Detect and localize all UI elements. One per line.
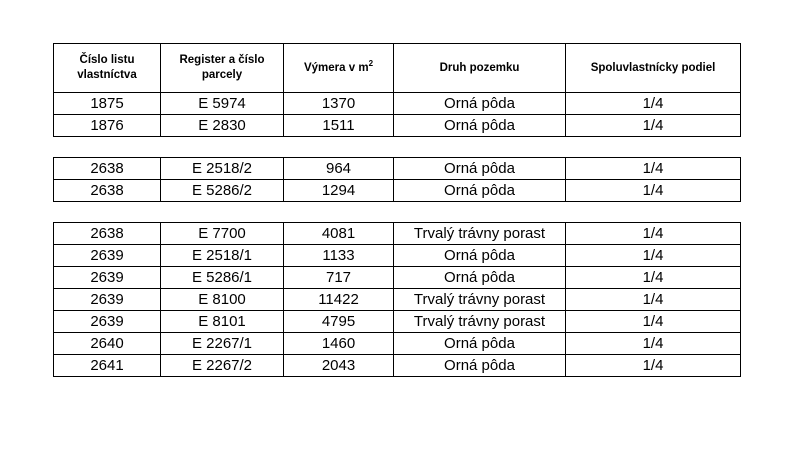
cell-share: 1/4 (566, 180, 741, 202)
cell-land-type: Orná pôda (394, 158, 566, 180)
cell-land-type: Trvalý trávny porast (394, 289, 566, 311)
header-area (284, 44, 394, 93)
cell-sheet-number: 1876 (54, 115, 161, 137)
group-separator (54, 202, 741, 223)
table-body (54, 93, 741, 377)
cell-sheet-number: 2638 (54, 223, 161, 245)
cell-area: 1294 (284, 180, 394, 202)
cell-sheet-number: 2639 (54, 311, 161, 333)
header-sheet-number: Číslo listu vlastníctva (54, 44, 161, 93)
group-separator (54, 137, 741, 158)
table-row (54, 223, 741, 245)
table-row (54, 267, 741, 289)
table-row (54, 355, 741, 377)
cell-share: 1/4 (566, 245, 741, 267)
cell-land-type: Orná pôda (394, 115, 566, 137)
cell-area: 4081 (284, 223, 394, 245)
cell-land-type: Orná pôda (394, 93, 566, 115)
cell-area: 1511 (284, 115, 394, 137)
cell-sheet-number: 2639 (54, 267, 161, 289)
cell-parcel: E 5286/2 (161, 180, 284, 202)
separator-cell (54, 202, 741, 223)
cell-land-type: Trvalý trávny porast (394, 223, 566, 245)
cell-sheet-number: 2639 (54, 245, 161, 267)
cell-sheet-number: 2638 (54, 158, 161, 180)
cell-share: 1/4 (566, 333, 741, 355)
cell-area: 1133 (284, 245, 394, 267)
cell-sheet-number: 2640 (54, 333, 161, 355)
header-register-parcel: Register a číslo parcely (161, 44, 284, 93)
cell-share: 1/4 (566, 115, 741, 137)
cell-share: 1/4 (566, 289, 741, 311)
cell-parcel: E 8100 (161, 289, 284, 311)
cell-land-type: Orná pôda (394, 355, 566, 377)
cell-land-type: Orná pôda (394, 245, 566, 267)
cell-parcel: E 2267/1 (161, 333, 284, 355)
cell-land-type: Orná pôda (394, 333, 566, 355)
table-header-row (54, 44, 741, 93)
table-row (54, 180, 741, 202)
header-share: Spoluvlastnícky podiel (566, 44, 741, 93)
cell-area: 2043 (284, 355, 394, 377)
header-area-label: Výmera v m (303, 61, 369, 74)
table-row (54, 115, 741, 137)
table-row (54, 289, 741, 311)
cell-land-type: Trvalý trávny porast (394, 311, 566, 333)
table-row (54, 245, 741, 267)
cell-parcel: E 5974 (161, 93, 284, 115)
cell-land-type: Orná pôda (394, 180, 566, 202)
cell-parcel: E 2830 (161, 115, 284, 137)
table-row (54, 311, 741, 333)
header-land-type: Druh pozemku (394, 44, 566, 93)
cell-share: 1/4 (566, 93, 741, 115)
cell-parcel: E 8101 (161, 311, 284, 333)
cell-parcel: E 7700 (161, 223, 284, 245)
cell-land-type: Orná pôda (394, 267, 566, 289)
cell-share: 1/4 (566, 355, 741, 377)
parcels-table (53, 43, 741, 377)
table-row (54, 158, 741, 180)
cell-sheet-number: 2638 (54, 180, 161, 202)
table-row (54, 333, 741, 355)
cell-sheet-number: 2641 (54, 355, 161, 377)
cell-area: 964 (284, 158, 394, 180)
separator-cell (54, 137, 741, 158)
cell-share: 1/4 (566, 223, 741, 245)
cell-area: 4795 (284, 311, 394, 333)
cell-area: 1460 (284, 333, 394, 355)
cell-sheet-number: 1875 (54, 93, 161, 115)
cell-share: 1/4 (566, 158, 741, 180)
cell-parcel: E 2267/2 (161, 355, 284, 377)
cell-parcel: E 5286/1 (161, 267, 284, 289)
header-area-unit-sup: 2 (368, 58, 374, 68)
cell-area: 717 (284, 267, 394, 289)
cell-sheet-number: 2639 (54, 289, 161, 311)
table-row (54, 93, 741, 115)
cell-area: 1370 (284, 93, 394, 115)
cell-area: 11422 (284, 289, 394, 311)
cell-share: 1/4 (566, 267, 741, 289)
cell-parcel: E 2518/1 (161, 245, 284, 267)
cell-parcel: E 2518/2 (161, 158, 284, 180)
cell-share: 1/4 (566, 311, 741, 333)
